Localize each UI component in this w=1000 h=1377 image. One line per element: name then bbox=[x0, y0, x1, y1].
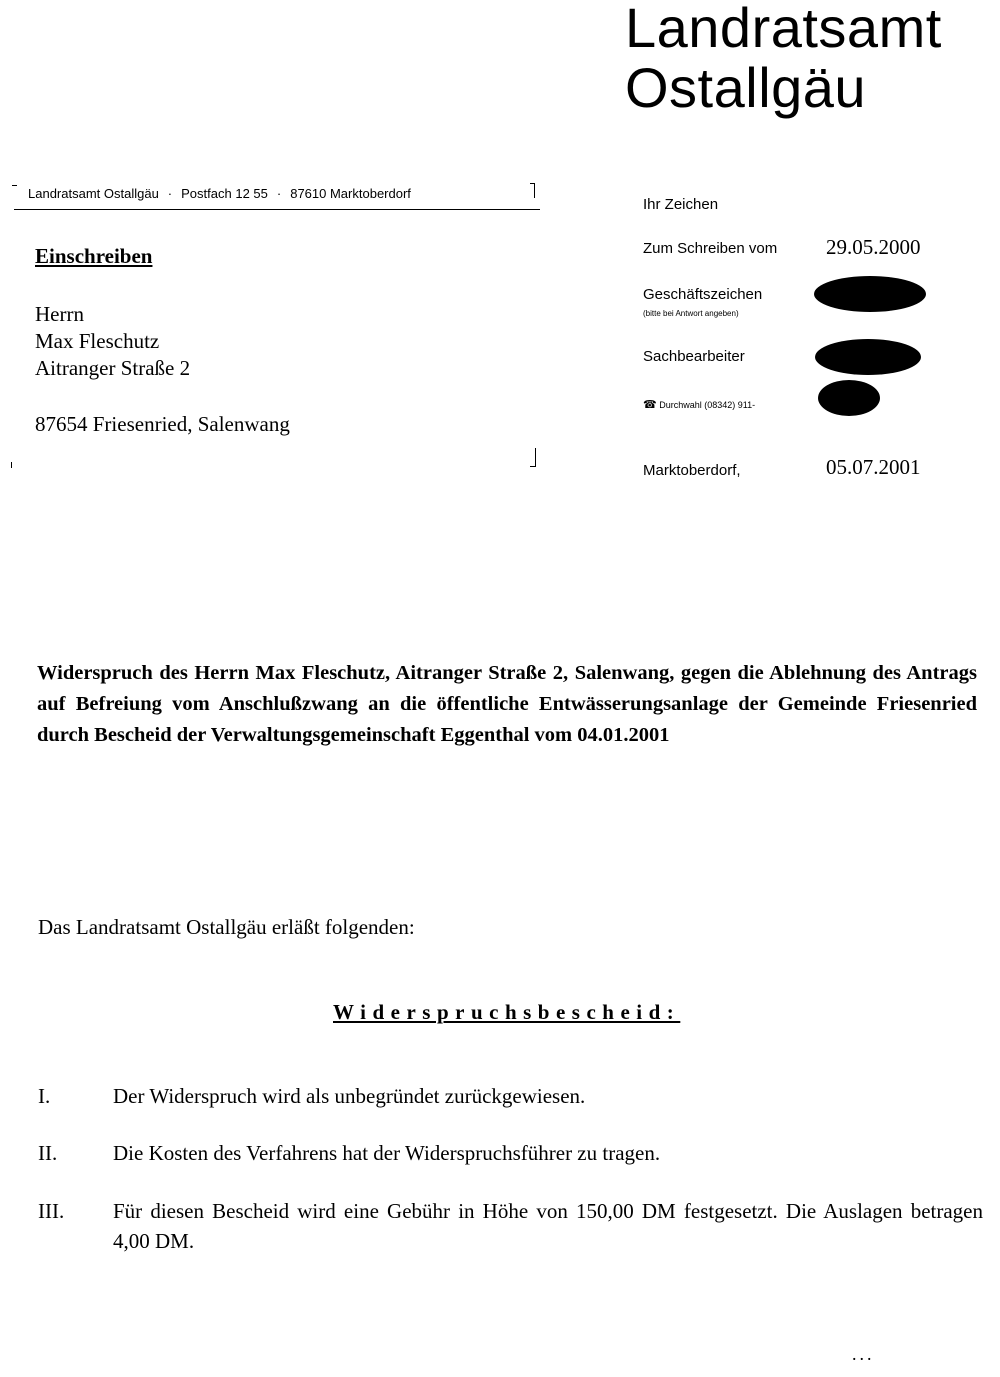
intro-text: Das Landratsamt Ostallgäu erläßt folgenden: bbox=[38, 915, 415, 939]
window-corner-mark bbox=[535, 448, 536, 466]
recipient-salutation: Herrn bbox=[35, 302, 84, 326]
file-number-label: Geschäftszeichen bbox=[643, 286, 763, 303]
redaction-clerk bbox=[815, 339, 921, 375]
your-ref-label: Ihr Zeichen bbox=[643, 196, 719, 213]
letterhead-line-2: Ostallgäu bbox=[625, 56, 867, 119]
sender-line: Landratsamt Ostallgäu · Postfach 12 55 · 87610 Marktoberdorf bbox=[28, 186, 411, 201]
item-text: Der Widerspruch wird als unbegründet zurückgewiesen. bbox=[113, 1084, 586, 1108]
clerk-label: Sachbearbeiter bbox=[643, 348, 745, 365]
item-number: I. bbox=[38, 1084, 51, 1108]
delivery-type: Einschreiben bbox=[35, 244, 153, 268]
window-corner-mark bbox=[12, 185, 17, 186]
letterhead-line-1: Landratsamt bbox=[625, 0, 942, 59]
item-number: II. bbox=[38, 1141, 58, 1165]
sender-divider bbox=[14, 209, 540, 210]
recipient-street: Aitranger Straße 2 bbox=[35, 356, 191, 380]
redaction-file-number bbox=[814, 276, 926, 312]
item-text: Für diesen Bescheid wird eine Gebühr in Höhe von 150,00 DM festgesetzt. Die Auslagen betragen 4,00 DM. bbox=[113, 1199, 983, 1253]
recipient-city: 87654 Friesenried, Salenwang bbox=[35, 412, 290, 436]
phone-line bbox=[643, 398, 755, 411]
file-number-note: (bitte bei Antwort angeben) bbox=[643, 309, 739, 318]
window-corner-mark bbox=[534, 183, 535, 198]
recipient-name: Max Fleschutz bbox=[35, 329, 160, 353]
window-corner-mark bbox=[530, 466, 536, 467]
window-corner-mark bbox=[11, 462, 12, 468]
decision-heading: Widerspruchsbescheid: bbox=[333, 1000, 681, 1024]
item-number: III. bbox=[38, 1199, 65, 1223]
letter-date: 05.07.2001 bbox=[826, 455, 921, 479]
sender-city: 87610 Marktoberdorf bbox=[290, 186, 411, 201]
phone-label: Durchwahl (08342) 911- bbox=[659, 400, 756, 410]
continuation-marker: ... bbox=[852, 1344, 875, 1364]
letter-of-label: Zum Schreiben vom bbox=[643, 240, 778, 257]
place-label: Marktoberdorf, bbox=[643, 462, 741, 479]
window-corner-mark bbox=[530, 183, 535, 184]
subject: Widerspruch des Herrn Max Fleschutz, Aitranger Straße 2, Salenwang, gegen die Ablehnung des Antrags auf Befreiung vom Anschlußzwang an die öffentliche Entwässerungsanlage der Gemeinde Friesenried durch Bescheid der Verwaltungsgemeinschaft Eggenthal vom 04.01.2001 bbox=[37, 662, 977, 746]
redaction-phone bbox=[818, 380, 880, 416]
sender-authority: Landratsamt Ostallgäu bbox=[28, 186, 159, 201]
letter-of-date: 29.05.2000 bbox=[826, 235, 921, 259]
phone-icon: ☎ bbox=[643, 399, 657, 411]
letterhead bbox=[625, 0, 942, 118]
item-text: Die Kosten des Verfahrens hat der Widerspruchsführer zu tragen. bbox=[113, 1141, 661, 1165]
sender-postbox: Postfach 12 55 bbox=[181, 186, 268, 201]
